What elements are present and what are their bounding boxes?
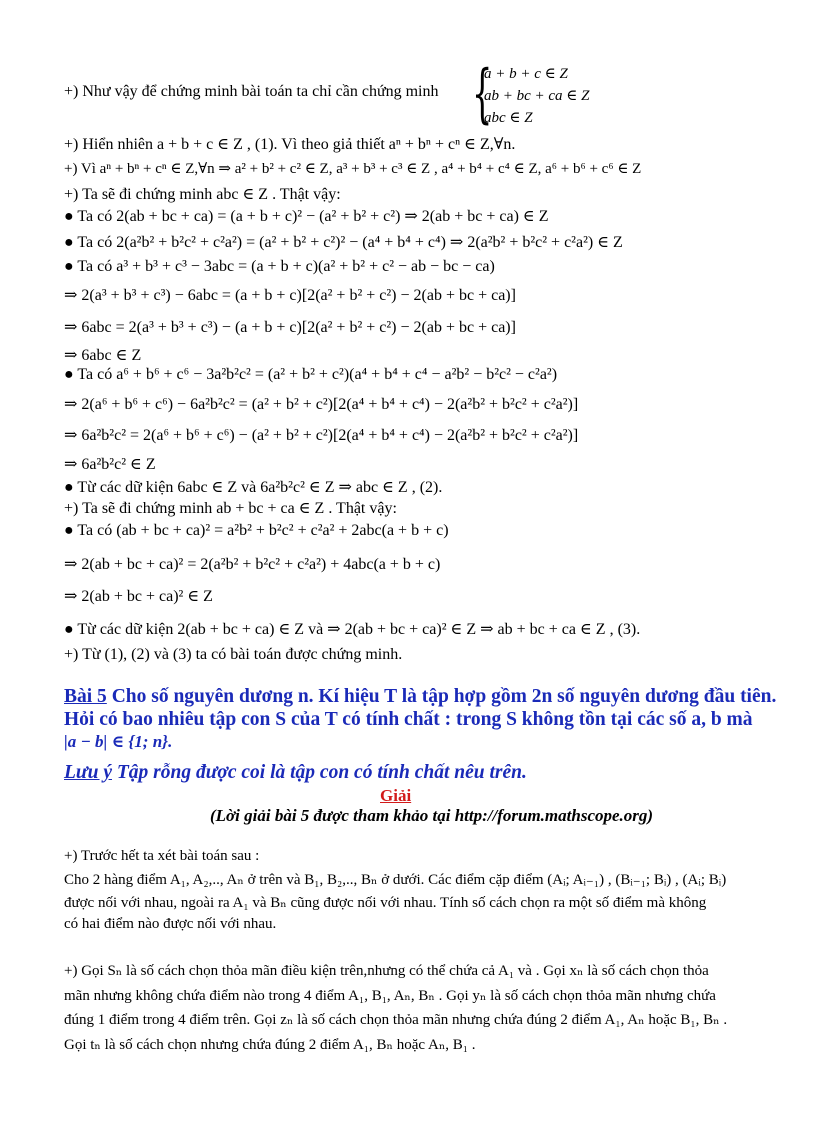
note-text: Tập rỗng được coi là tập con có tính chất nêu trên. — [111, 762, 527, 783]
body-line: Gọi tₙ là số cách chọn nhưng chứa đúng 2 điểm A₁, Bₙ hoặc Aₙ, B₁ . — [64, 1037, 476, 1053]
body-line: đúng 1 điểm trong 4 điểm trên. Gọi zₙ là số cách chọn thỏa mãn nhưng chứa đúng 2 điểm A₁, Aₙ hoặc B₁, Bₙ . — [64, 1012, 728, 1028]
problem-line-3: |a − b| ∈ {1; n}. — [64, 732, 173, 751]
note-label: Lưu ý — [64, 762, 112, 783]
proof-line: ⇒ 6a²b²c² = 2(a⁶ + b⁶ + c⁶) − (a² + b² + c²)[2(a⁴ + b⁴ + c⁴) − 2(a²b² + b²c² + c²a²)] — [64, 427, 579, 444]
proof-line: ⇒ 6a²b²c² ∈ Z — [64, 456, 156, 473]
proof-line: ● Ta có (ab + bc + ca)² = a²b² + b²c² + c²a² + 2abc(a + b + c) — [64, 522, 449, 539]
solution-reference: (Lời giải bài 5 được tham khảo tại http://forum.mathscope.org) — [210, 806, 654, 825]
system-line-1: a + b + c ∈ Z — [484, 66, 568, 82]
proof-line: +) Từ (1), (2) và (3) ta có bài toán được chứng minh. — [64, 646, 403, 663]
proof-line: ● Ta có 2(a²b² + b²c² + c²a²) = (a² + b² + c²)² − (a⁴ + b⁴ + c⁴) ⇒ 2(a²b² + b²c² + c²a²) ∈ Z — [64, 234, 623, 251]
proof-line: ⇒ 2(a⁶ + b⁶ + c⁶) − 6a²b²c² = (a² + b² + c²)[2(a⁴ + b⁴ + c⁴) − 2(a²b² + b²c² + c²a²)] — [64, 396, 579, 413]
problem-line-2: Hỏi có bao nhiêu tập con S của T có tính chất : trong S không tồn tại các số a, b mà — [64, 709, 753, 730]
body-line: +) Trước hết ta xét bài toán sau : — [64, 848, 260, 864]
body-line: được nối với nhau, ngoài ra A₁ và Bₙ cũng được nối với nhau. Tính số cách chọn ra một số điểm mà không — [64, 895, 707, 911]
condition-system — [472, 57, 602, 131]
left-brace: { — [472, 57, 493, 131]
body-line: có hai điểm nào được nối với nhau. — [64, 916, 277, 932]
proof-line: ● Từ các dữ kiện 2(ab + bc + ca) ∈ Z và ⇒ 2(ab + bc + ca)² ∈ Z ⇒ ab + bc + ca ∈ Z , (3). — [64, 621, 641, 638]
proof-line: ● Ta có a⁶ + b⁶ + c⁶ − 3a²b²c² = (a² + b² + c²)(a⁴ + b⁴ + c⁴ − a²b² − b²c² − c²a²) — [64, 366, 558, 383]
proof-line: ● Từ các dữ kiện 6abc ∈ Z và 6a²b²c² ∈ Z ⇒ abc ∈ Z , (2). — [64, 479, 443, 496]
system-line-2: ab + bc + ca ∈ Z — [484, 88, 590, 104]
proof-line: ⇒ 6abc = 2(a³ + b³ + c³) − (a + b + c)[2(a² + b² + c²) − 2(ab + bc + ca)] — [64, 319, 516, 336]
proof-line: ⇒ 6abc ∈ Z — [64, 347, 142, 364]
body-line: mãn nhưng không chứa điểm nào trong 4 điểm A₁, B₁, Aₙ, Bₙ . Gọi yₙ là số cách chọn thỏa mãn nhưng chứa — [64, 988, 716, 1004]
intro-line: +) Như vậy để chứng minh bài toán ta chỉ cần chứng minh — [64, 83, 439, 100]
problem-label: Bài 5 — [64, 686, 107, 707]
body-line: +) Gọi Sₙ là số cách chọn thỏa mãn điều kiện trên,nhưng có thể chứa cả A₁ và . Gọi xₙ là số cách chọn thỏa — [64, 963, 709, 979]
proof-line: +) Ta sẽ đi chứng minh ab + bc + ca ∈ Z . Thật vậy: — [64, 500, 397, 517]
proof-line: +) Vì aⁿ + bⁿ + cⁿ ∈ Z,∀n ⇒ a² + b² + c² ∈ Z, a³ + b³ + c³ ∈ Z , a⁴ + b⁴ + c⁴ ∈ Z, a⁶ + b⁶ + c⁶ ∈ Z — [64, 161, 642, 177]
proof-line: ⇒ 2(a³ + b³ + c³) − 6abc = (a + b + c)[2(a² + b² + c²) − 2(ab + bc + ca)] — [64, 287, 516, 304]
problem-line-1 — [64, 686, 776, 708]
problem-text-1: Cho số nguyên dương n. Kí hiệu T là tập hợp gồm 2n số nguyên dương đầu tiên. — [106, 686, 777, 707]
proof-line: +) Hiển nhiên a + b + c ∈ Z , (1). Vì theo giả thiết aⁿ + bⁿ + cⁿ ∈ Z,∀n. — [64, 136, 516, 153]
body-line: Cho 2 hàng điểm A₁, A₂,.., Aₙ ở trên và B₁, B₂,.., Bₙ ở dưới. Các điểm cặp điểm (Aᵢ; Aᵢ₋₁) , (Bᵢ₋₁; Bᵢ) , (Aᵢ; Bᵢ) — [64, 872, 727, 888]
proof-line: ⇒ 2(ab + bc + ca)² = 2(a²b² + b²c² + c²a²) + 4abc(a + b + c) — [64, 556, 441, 573]
proof-line: ⇒ 2(ab + bc + ca)² ∈ Z — [64, 588, 213, 605]
proof-line: ● Ta có a³ + b³ + c³ − 3abc = (a + b + c)(a² + b² + c² − ab − bc − ca) — [64, 258, 495, 275]
solution-heading: Giải — [380, 786, 412, 805]
proof-line: ● Ta có 2(ab + bc + ca) = (a + b + c)² − (a² + b² + c²) ⇒ 2(ab + bc + ca) ∈ Z — [64, 208, 549, 225]
proof-line: +) Ta sẽ đi chứng minh abc ∈ Z . Thật vậy: — [64, 186, 341, 203]
note-line — [64, 762, 527, 784]
system-line-3: abc ∈ Z — [484, 110, 533, 126]
